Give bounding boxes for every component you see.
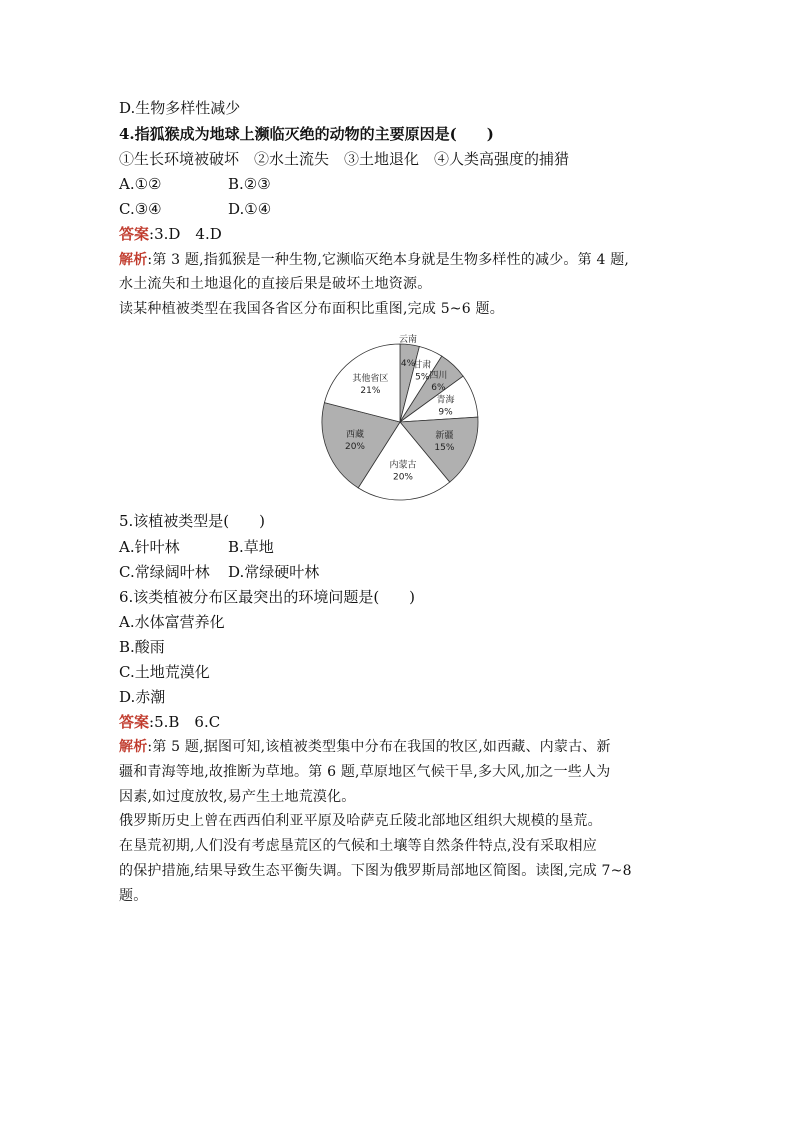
- analysis-5-6-line2: 疆和青海等地,故推断为草地。第 6 题,草原地区气候干旱,多大风,加之一些人为: [119, 764, 611, 780]
- analysis-text: :第 3 题,指狐猴是一种生物,它濒临灭绝本身就是生物多样性的减少。第 4 题,: [147, 252, 630, 268]
- q3-option-d: D.生物多样性减少: [119, 99, 241, 117]
- intro-7-8-line4: 题。: [119, 888, 148, 904]
- q4-option-b: B.②③: [228, 175, 271, 193]
- q4-option-d: D.①④: [228, 200, 272, 218]
- q4-stem: 4.指狐猴成为地球上濒临灭绝的动物的主要原因是( ): [119, 125, 494, 143]
- q4-option-c: C.③④: [119, 200, 162, 218]
- answer-text: :5.B 6.C: [149, 713, 221, 731]
- analysis-5-6-line1: [119, 737, 611, 757]
- pie-label-7: 其他省区: [352, 373, 389, 384]
- pie-label-4: 新疆: [435, 431, 454, 442]
- analysis-3-4-line2: 水土流失和土地退化的直接后果是破坏土地资源。: [119, 276, 432, 292]
- pie-value-0: 4%: [400, 359, 416, 369]
- q4-option-a: A.①②: [119, 175, 162, 193]
- pie-value-7: 21%: [360, 385, 381, 396]
- pie-label-5: 内蒙古: [389, 460, 417, 471]
- pie-value-3: 9%: [438, 407, 453, 418]
- q5-stem: 5.该植被类型是( ): [119, 512, 266, 530]
- q5-option-d: D.常绿硬叶林: [228, 563, 320, 581]
- answer-5-6: [119, 712, 220, 732]
- intro-5-6: 读某种植被类型在我国各省区分布面积比重图,完成 5~6 题。: [119, 301, 504, 317]
- pie-value-5: 20%: [392, 472, 414, 483]
- pie-label-1: 甘肃: [413, 360, 432, 371]
- intro-7-8-line2: 在垦荒初期,人们没有考虑垦荒区的气候和土壤等自然条件特点,没有采取相应: [119, 838, 597, 854]
- pie-value-2: 6%: [431, 383, 446, 394]
- answer-3-4: [119, 224, 222, 244]
- intro-7-8-line1: 俄罗斯历史上曾在西西伯利亚平原及哈萨克丘陵北部地区组织大规模的垦荒。: [119, 813, 602, 829]
- q6-option-a: A.水体富营养化: [119, 613, 225, 631]
- pie-chart: [310, 322, 490, 502]
- intro-7-8-line3: 的保护措施,结果导致生态平衡失调。下图为俄罗斯局部地区简图。读图,完成 7~8: [119, 863, 632, 879]
- answer-label: 答案: [119, 225, 150, 243]
- analysis-label: 解析: [119, 252, 148, 268]
- answer-label: 答案: [119, 713, 150, 731]
- pie-value-4: 15%: [434, 443, 455, 454]
- q4-items: ①生长环境被破坏 ②水土流失 ③土地退化 ④人类高强度的捕猎: [119, 150, 570, 168]
- q5-option-a: A.针叶林: [119, 538, 180, 556]
- q6-stem: 6.该类植被分布区最突出的环境问题是( ): [119, 588, 416, 606]
- pie-label-0: 云南: [398, 335, 418, 345]
- pie-value-1: 5%: [415, 372, 430, 383]
- q5-option-c: C.常绿阔叶林: [119, 563, 210, 581]
- q6-option-b: B.酸雨: [119, 638, 165, 656]
- analysis-label: 解析: [119, 739, 148, 755]
- answer-text: :3.D 4.D: [149, 225, 222, 243]
- pie-value-6: 20%: [344, 441, 366, 452]
- q5-option-b: B.草地: [228, 538, 274, 556]
- analysis-5-6-line3: 因素,如过度放牧,易产生土地荒漠化。: [119, 789, 356, 805]
- analysis-3-4-line1: [119, 250, 629, 270]
- pie-label-2: 四川: [429, 371, 448, 382]
- analysis-text: :第 5 题,据图可知,该植被类型集中分布在我国的牧区,如西藏、内蒙古、新: [147, 739, 611, 755]
- pie-label-6: 西藏: [345, 429, 365, 440]
- q6-option-c: C.土地荒漠化: [119, 663, 210, 681]
- q6-option-d: D.赤潮: [119, 688, 166, 706]
- pie-label-3: 青海: [436, 395, 455, 406]
